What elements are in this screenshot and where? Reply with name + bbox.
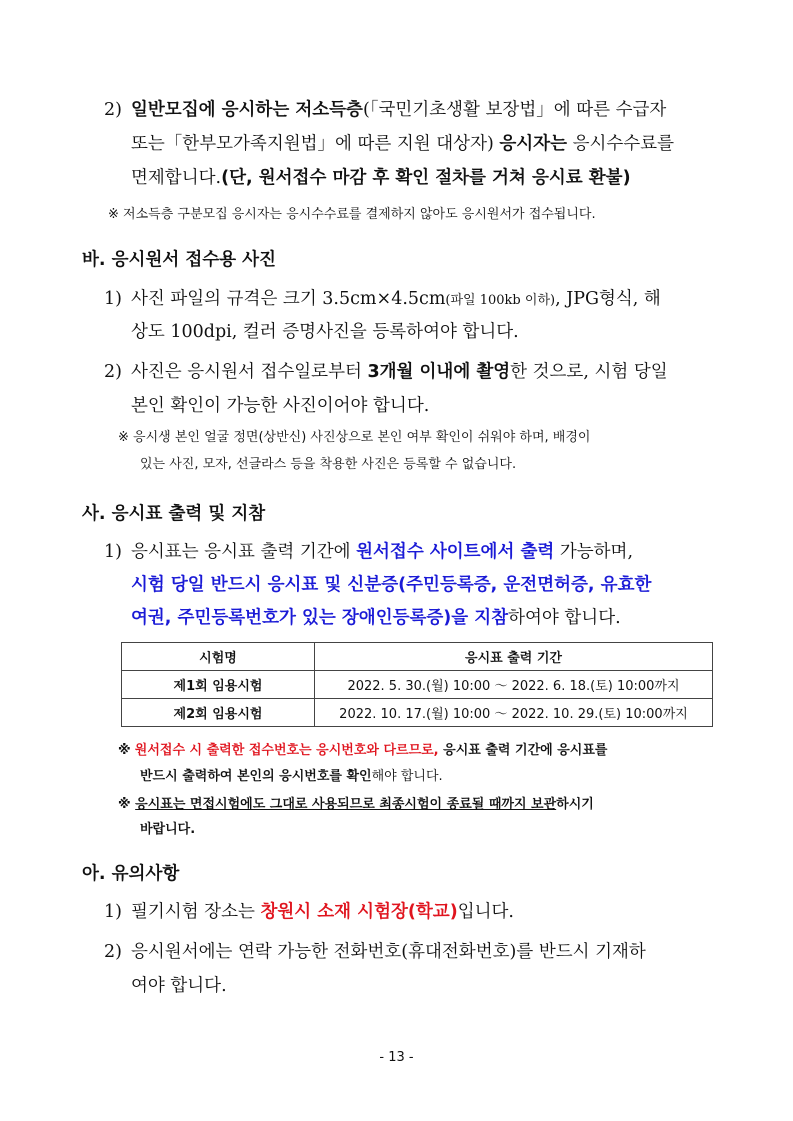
text-span: , JPG형식, 해 [555, 289, 661, 309]
item-number: 2) [104, 362, 122, 382]
exam-location-emphasis: 창원시 소재 시험장(학교) [260, 902, 458, 922]
ticket-line-3 [131, 606, 621, 630]
page-number: - 13 - [379, 1050, 414, 1065]
ticket-note-1-line-2 [140, 767, 443, 787]
item-number: 2) [104, 942, 122, 962]
keep-ticket-underline: 응시표는 면접시험에도 그대로 사용되므로 최종시험이 종료될 때까지 보관 [135, 797, 557, 812]
table-header-cell: 시험명 [122, 643, 315, 671]
table-cell: 2022. 10. 17.(월) 10:00 ～ 2022. 10. 29.(토) 10:00까지 [315, 699, 713, 727]
table-header-row [122, 643, 713, 671]
section-heading-photo: 바. 응시원서 접수용 사진 [82, 250, 276, 270]
text-span: 사진 파일의 규격은 크기 3.5cm×4.5cm [131, 289, 446, 309]
applicant-emphasis: 응시자는 [499, 134, 567, 154]
exam-location-line [131, 900, 514, 924]
text-span: 하여야 합니다. [508, 608, 621, 628]
table-header-cell: 응시표 출력 기간 [315, 643, 713, 671]
item-number: 1) [104, 542, 122, 562]
photo-date-line-2: 본인 확인이 가능한 사진이어야 합니다. [131, 396, 430, 416]
table-cell: 2022. 5. 30.(월) 10:00 ～ 2022. 6. 18.(토) 10:00까지 [315, 671, 713, 699]
ticket-line-2: 시험 당일 반드시 응시표 및 신분증(주민등록증, 운전면허증, 유효한 [131, 575, 652, 595]
ticket-note-1-line-1 [118, 741, 607, 761]
text-span: 사진은 응시원서 접수일로부터 [131, 362, 368, 382]
id-documents-emphasis: 여권, 주민등록번호가 있는 장애인등록증)을 지참 [131, 608, 509, 628]
refund-note-emphasis: (단, 원서접수 마감 후 확인 절차를 거쳐 응시료 환불) [221, 168, 631, 188]
fee-exemption-note: ※ 저소득층 구분모집 응시자는 응시수수료를 결제하지 않아도 응시원서가 접수됩니다. [108, 207, 596, 222]
text-span: 응시표는 응시표 출력 기간에 [131, 542, 357, 562]
ticket-line-1 [131, 540, 633, 564]
fee-exemption-line-2 [131, 132, 674, 156]
note-mark: ※ [118, 743, 131, 758]
item-number: 1) [104, 289, 122, 309]
fee-exemption-line-3 [131, 166, 631, 190]
photo-spec-line-1 [131, 287, 661, 313]
text-span: 한 것으로, 시험 당일 [510, 362, 668, 382]
print-site-emphasis: 원서접수 사이트에서 출력 [356, 542, 555, 562]
text-span: 또는「한부모가족지원법」에 따른 지원 대상자) [131, 134, 500, 154]
ticket-note-2-line-2: 바랍니다. [140, 822, 196, 837]
table-cell: 제2회 임용시험 [122, 699, 315, 727]
ticket-note-2-line-1 [118, 795, 594, 815]
section-heading-notes: 아. 유의사항 [82, 864, 180, 884]
photo-note-line-1: ※ 응시생 본인 얼굴 정면(상반신) 사진상으로 본인 여부 확인이 쉬워야 하며, 배경이 [118, 430, 591, 445]
photo-note-line-2: 있는 사진, 모자, 선글라스 등을 착용한 사진은 등록할 수 없습니다. [140, 457, 517, 472]
file-size-note: (파일 100kb 이하) [445, 293, 556, 308]
low-income-emphasis: 일반모집에 응시하는 저소득층 [131, 100, 363, 120]
ticket-print-schedule-table [121, 642, 713, 727]
law-reference: (「국민기초생활 보장법」에 따른 수급자 [362, 100, 667, 120]
text-span: 가능하며, [554, 542, 634, 562]
text-span: 하시기 [556, 797, 594, 812]
photo-spec-line-2: 상도 100dpi, 컬러 증명사진을 등록하여야 합니다. [131, 322, 519, 342]
confirm-number-emphasis: 반드시 출력하여 본인의 응시번호를 확인 [140, 769, 372, 784]
phone-number-line-1: 응시원서에는 연락 가능한 전화번호(휴대전화번호)를 반드시 기재하 [131, 942, 646, 962]
section-heading-ticket: 사. 응시표 출력 및 지참 [82, 504, 266, 524]
text-span: 필기시험 장소는 [131, 902, 261, 922]
photo-date-line-1 [131, 360, 668, 384]
note-mark: ※ [118, 797, 131, 812]
fee-exemption-line-1 [131, 98, 666, 122]
item-number: 1) [104, 902, 122, 922]
phone-number-line-2: 여야 합니다. [131, 976, 227, 996]
table-row [122, 671, 713, 699]
text-span: 입니다. [457, 902, 514, 922]
table-cell: 제1회 임용시험 [122, 671, 315, 699]
text-span: 해야 합니다. [371, 769, 443, 784]
text-span: 응시표 출력 기간에 응시표를 [438, 743, 608, 758]
three-months-emphasis: 3개월 이내에 촬영 [367, 362, 511, 382]
receipt-number-warning: 원서접수 시 출력한 접수번호는 응시번호와 다르므로, [134, 743, 439, 758]
item-number: 2) [104, 100, 122, 120]
table-row [122, 699, 713, 727]
text-span: 응시수수료를 [567, 134, 674, 154]
text-span: 면제합니다. [131, 168, 222, 188]
